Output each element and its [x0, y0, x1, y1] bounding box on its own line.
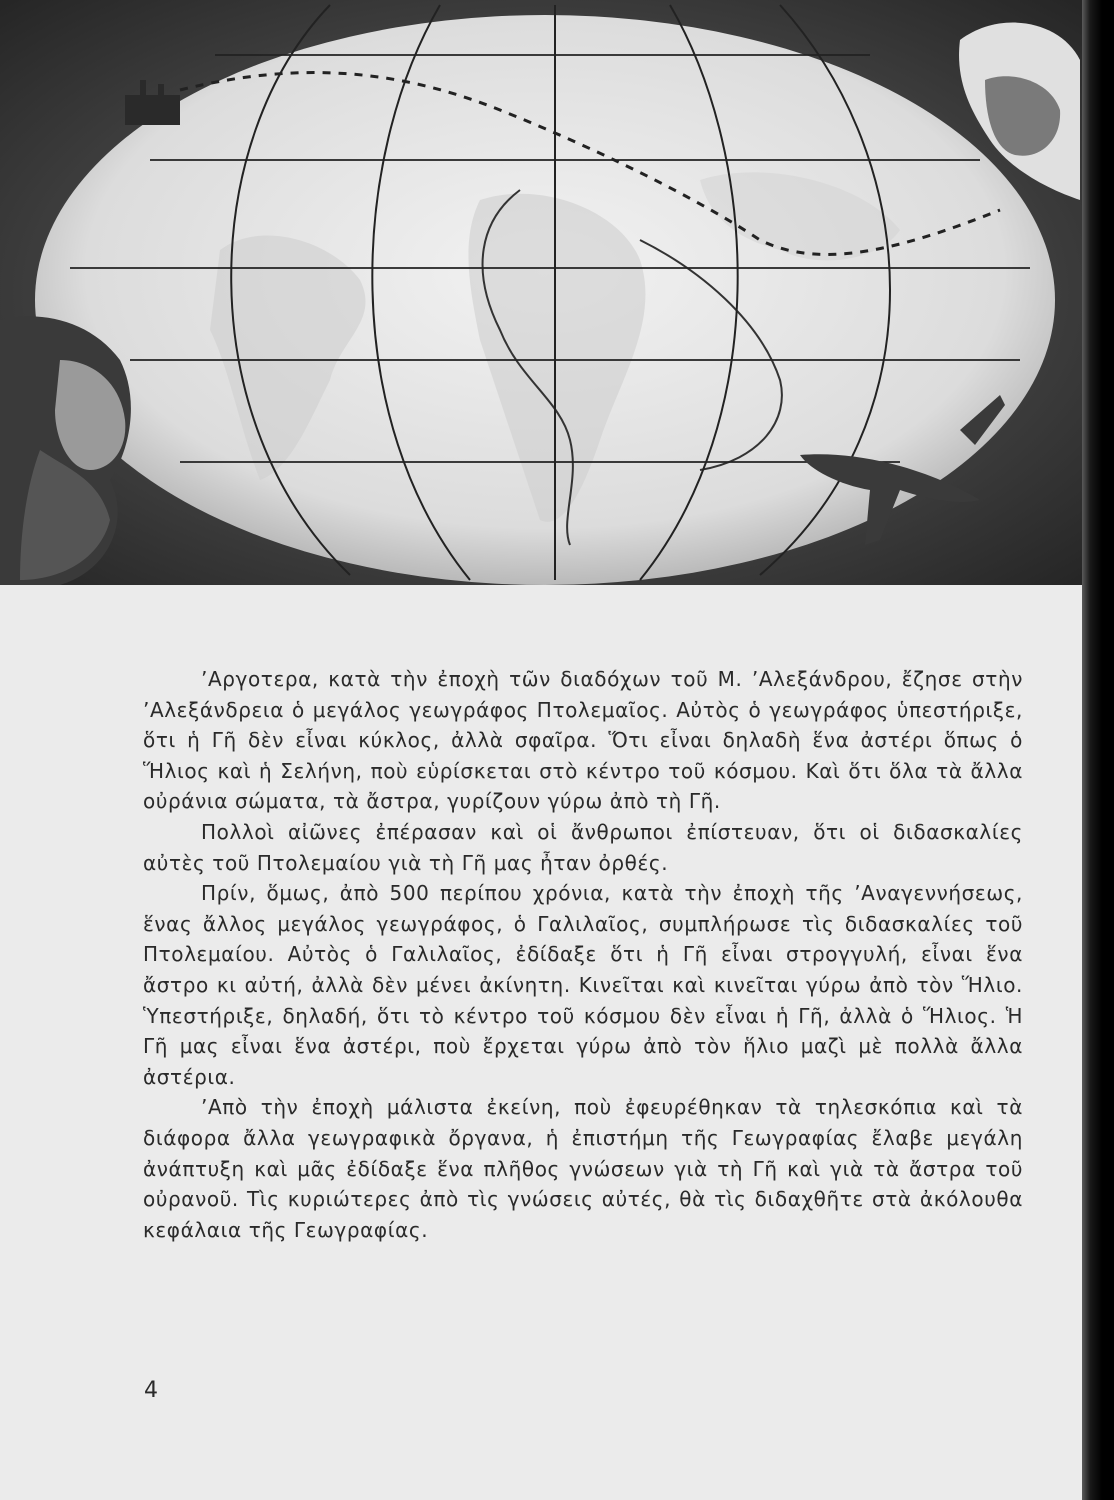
paragraph: ’Αργοτερα, κατὰ τὴν ἐποχὴ τῶν διαδόχων τοῦ Μ. ’Αλεξάνδρου, ἔζησε στὴν ’Αλεξάνδρεια ὁ μεγάλος γεωγράφος Πτολεμαῖος. Αὐτὸς ὁ γεωγράφος ὑπεστήριξε, ὅτι ἡ Γῆ δὲν εἶναι κύκλος, ἀλλὰ σφαῖρα. Ὅτι εἶναι δηλαδὴ ἕνα ἀστέρι ὅπως ὁ Ἥλιος καὶ ἡ Σελήνη, ποὺ εὑρίσκεται στὸ κέντρο τοῦ κόσμου. Καὶ ὅτι ὅλα τὰ ἄλλα οὐράνια σώματα, τὰ ἄστρα, γυρίζουν γύρω ἀπὸ τὴ Γῆ.: [143, 667, 1023, 814]
body-text: [143, 664, 1023, 1245]
illustration-globe: [0, 0, 1082, 585]
book-spine-shadow: [1082, 0, 1114, 1500]
paragraph: Πρίν, ὅμως, ἀπὸ 500 περίπου χρόνια, κατὰ τὴν ἐποχὴ τῆς ’Αναγεννήσεως, ἕνας ἄλλος μεγάλος γεωγράφος, ὁ Γαλιλαῖος, συμπλήρωσε τὶς διδασκαλίες τοῦ Πτολεμαίου. Αὐτὸς ὁ Γαλιλαῖος, ἐδίδαξε ὅτι ἡ Γῆ εἶναι στρογγυλή, εἶναι ἕνα ἄστρο κι αὐτή, ἀλλὰ δὲν μένει ἀκίνητη. Κινεῖται καὶ κινεῖται γύρω ἀπὸ τὸν Ἥλιο. Ὑπεστήριξε, δηλαδή, ὅτι τὸ κέντρο τοῦ κόσμου δὲν εἶναι ἡ Γῆ, ἀλλὰ ὁ Ἥλιος. Ἡ Γῆ μας εἶναι ἕνα ἀστέρι, ποὺ ἔρχεται γύρω ἀπὸ τὸν ἥλιο μαζὶ μὲ πολλὰ ἄλλα ἀστέρια.: [143, 881, 1023, 1089]
paragraph: Πολλοὶ αἰῶνες ἐπέρασαν καὶ οἱ ἄνθρωποι ἐπίστευαν, ὅτι οἱ διδασκαλίες αὐτὲς τοῦ Πτολεμαίου γιὰ τὴ Γῆ μας ἦταν ὀρθές.: [143, 819, 1023, 875]
page-number: 4: [144, 1378, 158, 1403]
paragraph: ’Απὸ τὴν ἐποχὴ μάλιστα ἐκείνη, ποὺ ἐφευρέθηκαν τὰ τηλεσκόπια καὶ τὰ διάφορα ἄλλα γεωγραφικὰ ὄργανα, ἡ ἐπιστήμη τῆς Γεωγραφίας ἔλαβε μεγάλη ἀνάπτυξη καὶ μᾶς ἐδίδαξε ἕνα πλῆθος γνώσεων γιὰ τὴ Γῆ καὶ γιὰ τὰ ἄστρα τοῦ οὐρανοῦ. Τὶς κυριώτερες ἀπὸ τὶς γνώσεις αὐτές, θὰ τὶς διδαχθῆτε στὰ ἀκόλουθα κεφάλαια τῆς Γεωγραφίας.: [143, 1095, 1023, 1242]
globe-map-icon: [0, 0, 1082, 585]
